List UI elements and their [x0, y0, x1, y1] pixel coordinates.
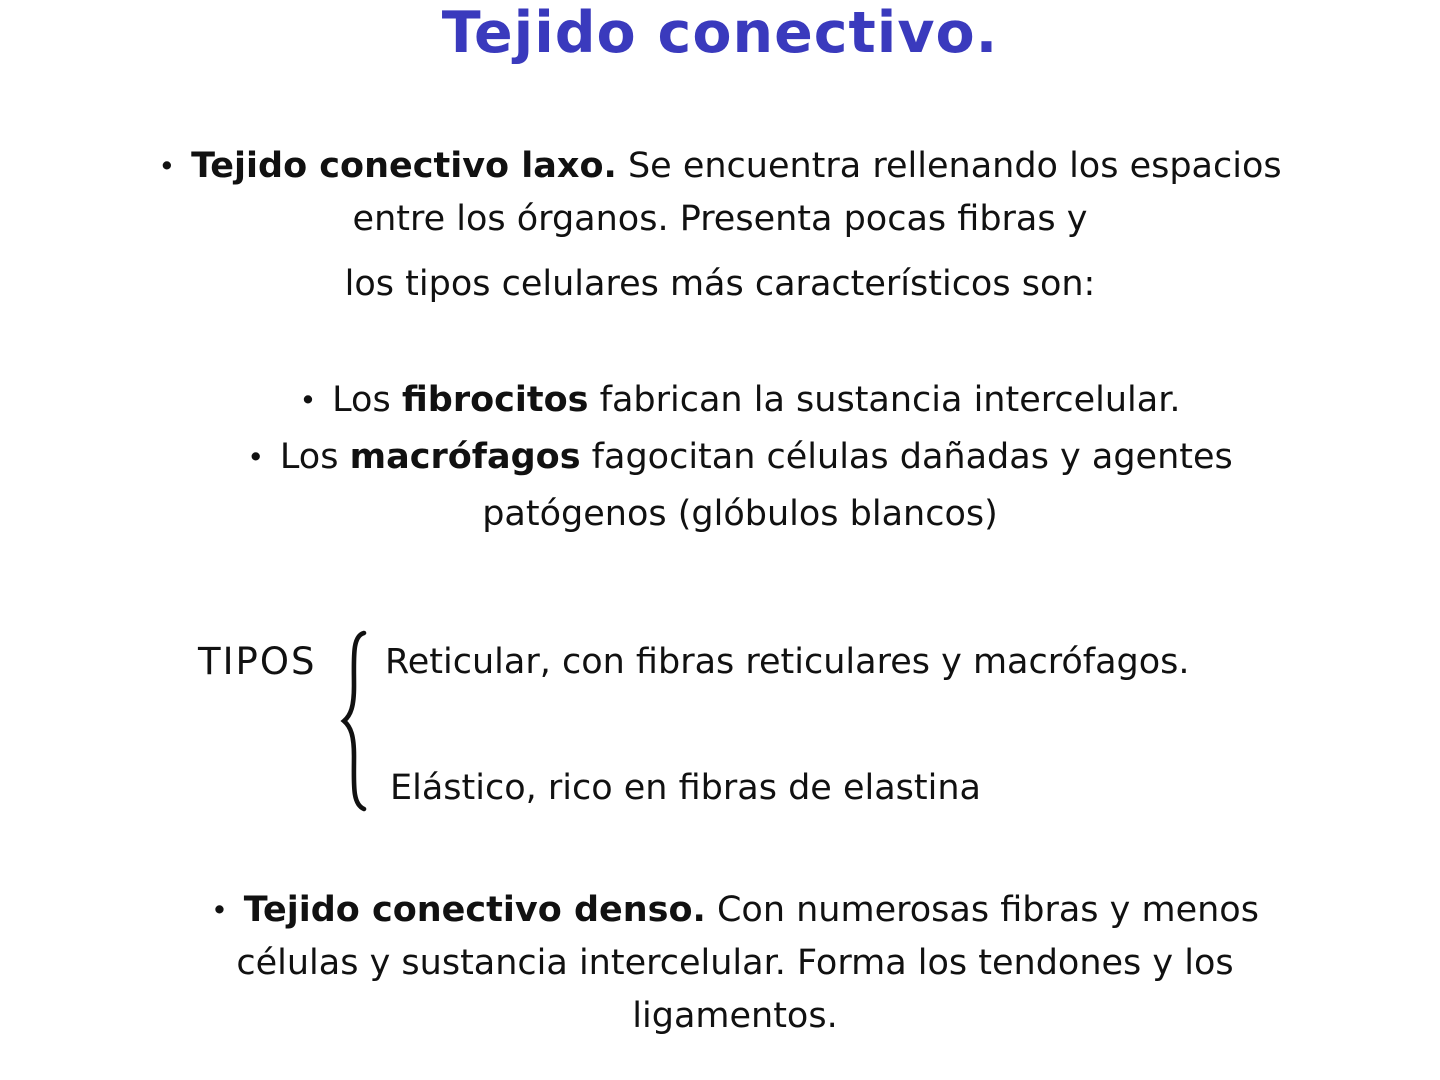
bullet-dot: • — [247, 440, 265, 474]
para-laxo-line-1-rest: Se encuentra rellenando los espacios — [627, 146, 1282, 186]
para-laxo-line-1 — [110, 140, 1330, 193]
para-denso-line-2: células y sustancia intercelular. Forma los tendones y los — [236, 943, 1234, 983]
sub-bullet-1-rest: fabrican la sustancia intercelular. — [599, 380, 1181, 420]
sub-bullet-2-bold: macrófagos — [349, 437, 581, 477]
sub-bullet-macrofagos-line-2: patógenos (glóbulos blancos) — [482, 494, 998, 534]
bullet-dot: • — [158, 149, 176, 183]
sub-bullet-1-pre: Los — [332, 380, 391, 420]
tipos-item-elastico: Elástico, rico en fibras de elastina — [390, 768, 981, 808]
para-denso-line-3: ligamentos. — [632, 996, 838, 1036]
para-denso-line-1-rest: Con numerosas fibras y menos — [716, 890, 1259, 930]
para-denso-lead-bold: Tejido conectivo denso. — [243, 890, 706, 930]
sub-bullet-2-pre: Los — [279, 437, 339, 477]
bullet-dot: • — [211, 893, 228, 927]
sub-bullet-2-rest: fagocitan células dañadas y agentes — [591, 437, 1233, 477]
para-laxo-line-2: entre los órganos. Presenta pocas fibras y — [352, 199, 1088, 239]
slide-title: Tejido conectivo. — [441, 0, 999, 66]
paragraph-tejido-laxo — [110, 140, 1330, 311]
para-denso-line-1 — [105, 884, 1365, 937]
tipos-label: TIPOS — [198, 640, 317, 683]
sub-bullet-fibrocitos — [140, 372, 1340, 429]
para-laxo-lead-bold: Tejido conectivo laxo. — [191, 146, 617, 186]
curly-brace-icon — [336, 628, 370, 814]
paragraph-tejido-denso — [105, 884, 1365, 1043]
sub-bullet-macrofagos — [140, 429, 1340, 486]
para-laxo-line-3: los tipos celulares más característicos son: — [344, 264, 1096, 304]
sub-bullet-1-bold: fibrocitos — [401, 380, 589, 420]
tipos-item-reticular: Reticular, con fibras reticulares y macrófagos. — [385, 642, 1190, 682]
sub-bullet-list — [140, 372, 1340, 543]
bullet-dot: • — [299, 383, 317, 417]
